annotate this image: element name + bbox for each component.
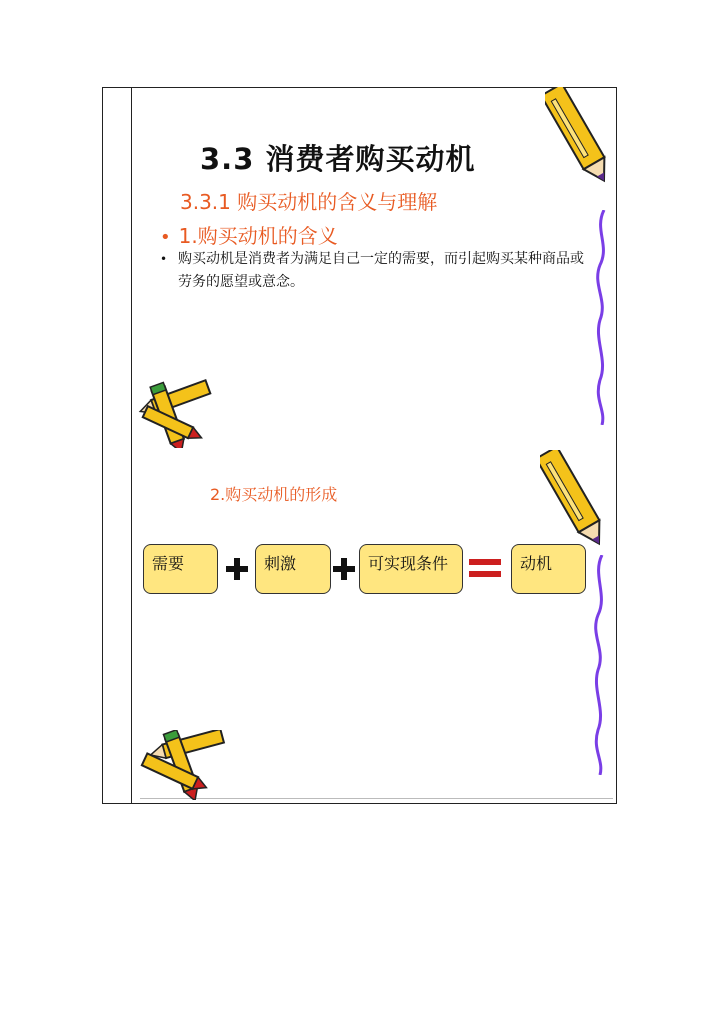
pencils-cluster-icon xyxy=(137,730,232,800)
formula-box-motive: 动机 xyxy=(511,544,586,594)
plus-operator-icon xyxy=(333,558,355,580)
definition-text: 购买动机是消费者为满足自己一定的需要，而引起购买某种商品或劳务的愿望或意念。 xyxy=(178,251,584,290)
section-subtitle: 3.3.1 购买动机的含义与理解 xyxy=(180,190,438,214)
heading-definition xyxy=(160,220,338,249)
pencil-icon xyxy=(545,87,615,192)
equals-operator-icon xyxy=(469,556,501,580)
frame-left-rule xyxy=(131,87,132,804)
formula-box-stimulus: 刺激 xyxy=(255,544,331,594)
heading-definition-text: 1.购买动机的含义 xyxy=(178,224,338,248)
pencil-icon xyxy=(540,450,610,555)
page-title: 3.3 消费者购买动机 xyxy=(200,142,476,176)
formula-box-condition: 可实现条件 xyxy=(359,544,463,594)
bullet-dot: • xyxy=(160,252,168,266)
formula-box-need: 需要 xyxy=(143,544,218,594)
plus-operator-icon xyxy=(226,558,248,580)
wavy-line-decoration xyxy=(590,555,610,775)
definition-bullet xyxy=(160,248,585,294)
heading-formation: 2.购买动机的形成 xyxy=(210,485,338,504)
bullet-dot: • xyxy=(160,227,171,248)
pencils-cluster-icon xyxy=(137,378,219,448)
wavy-line-decoration xyxy=(592,210,612,425)
